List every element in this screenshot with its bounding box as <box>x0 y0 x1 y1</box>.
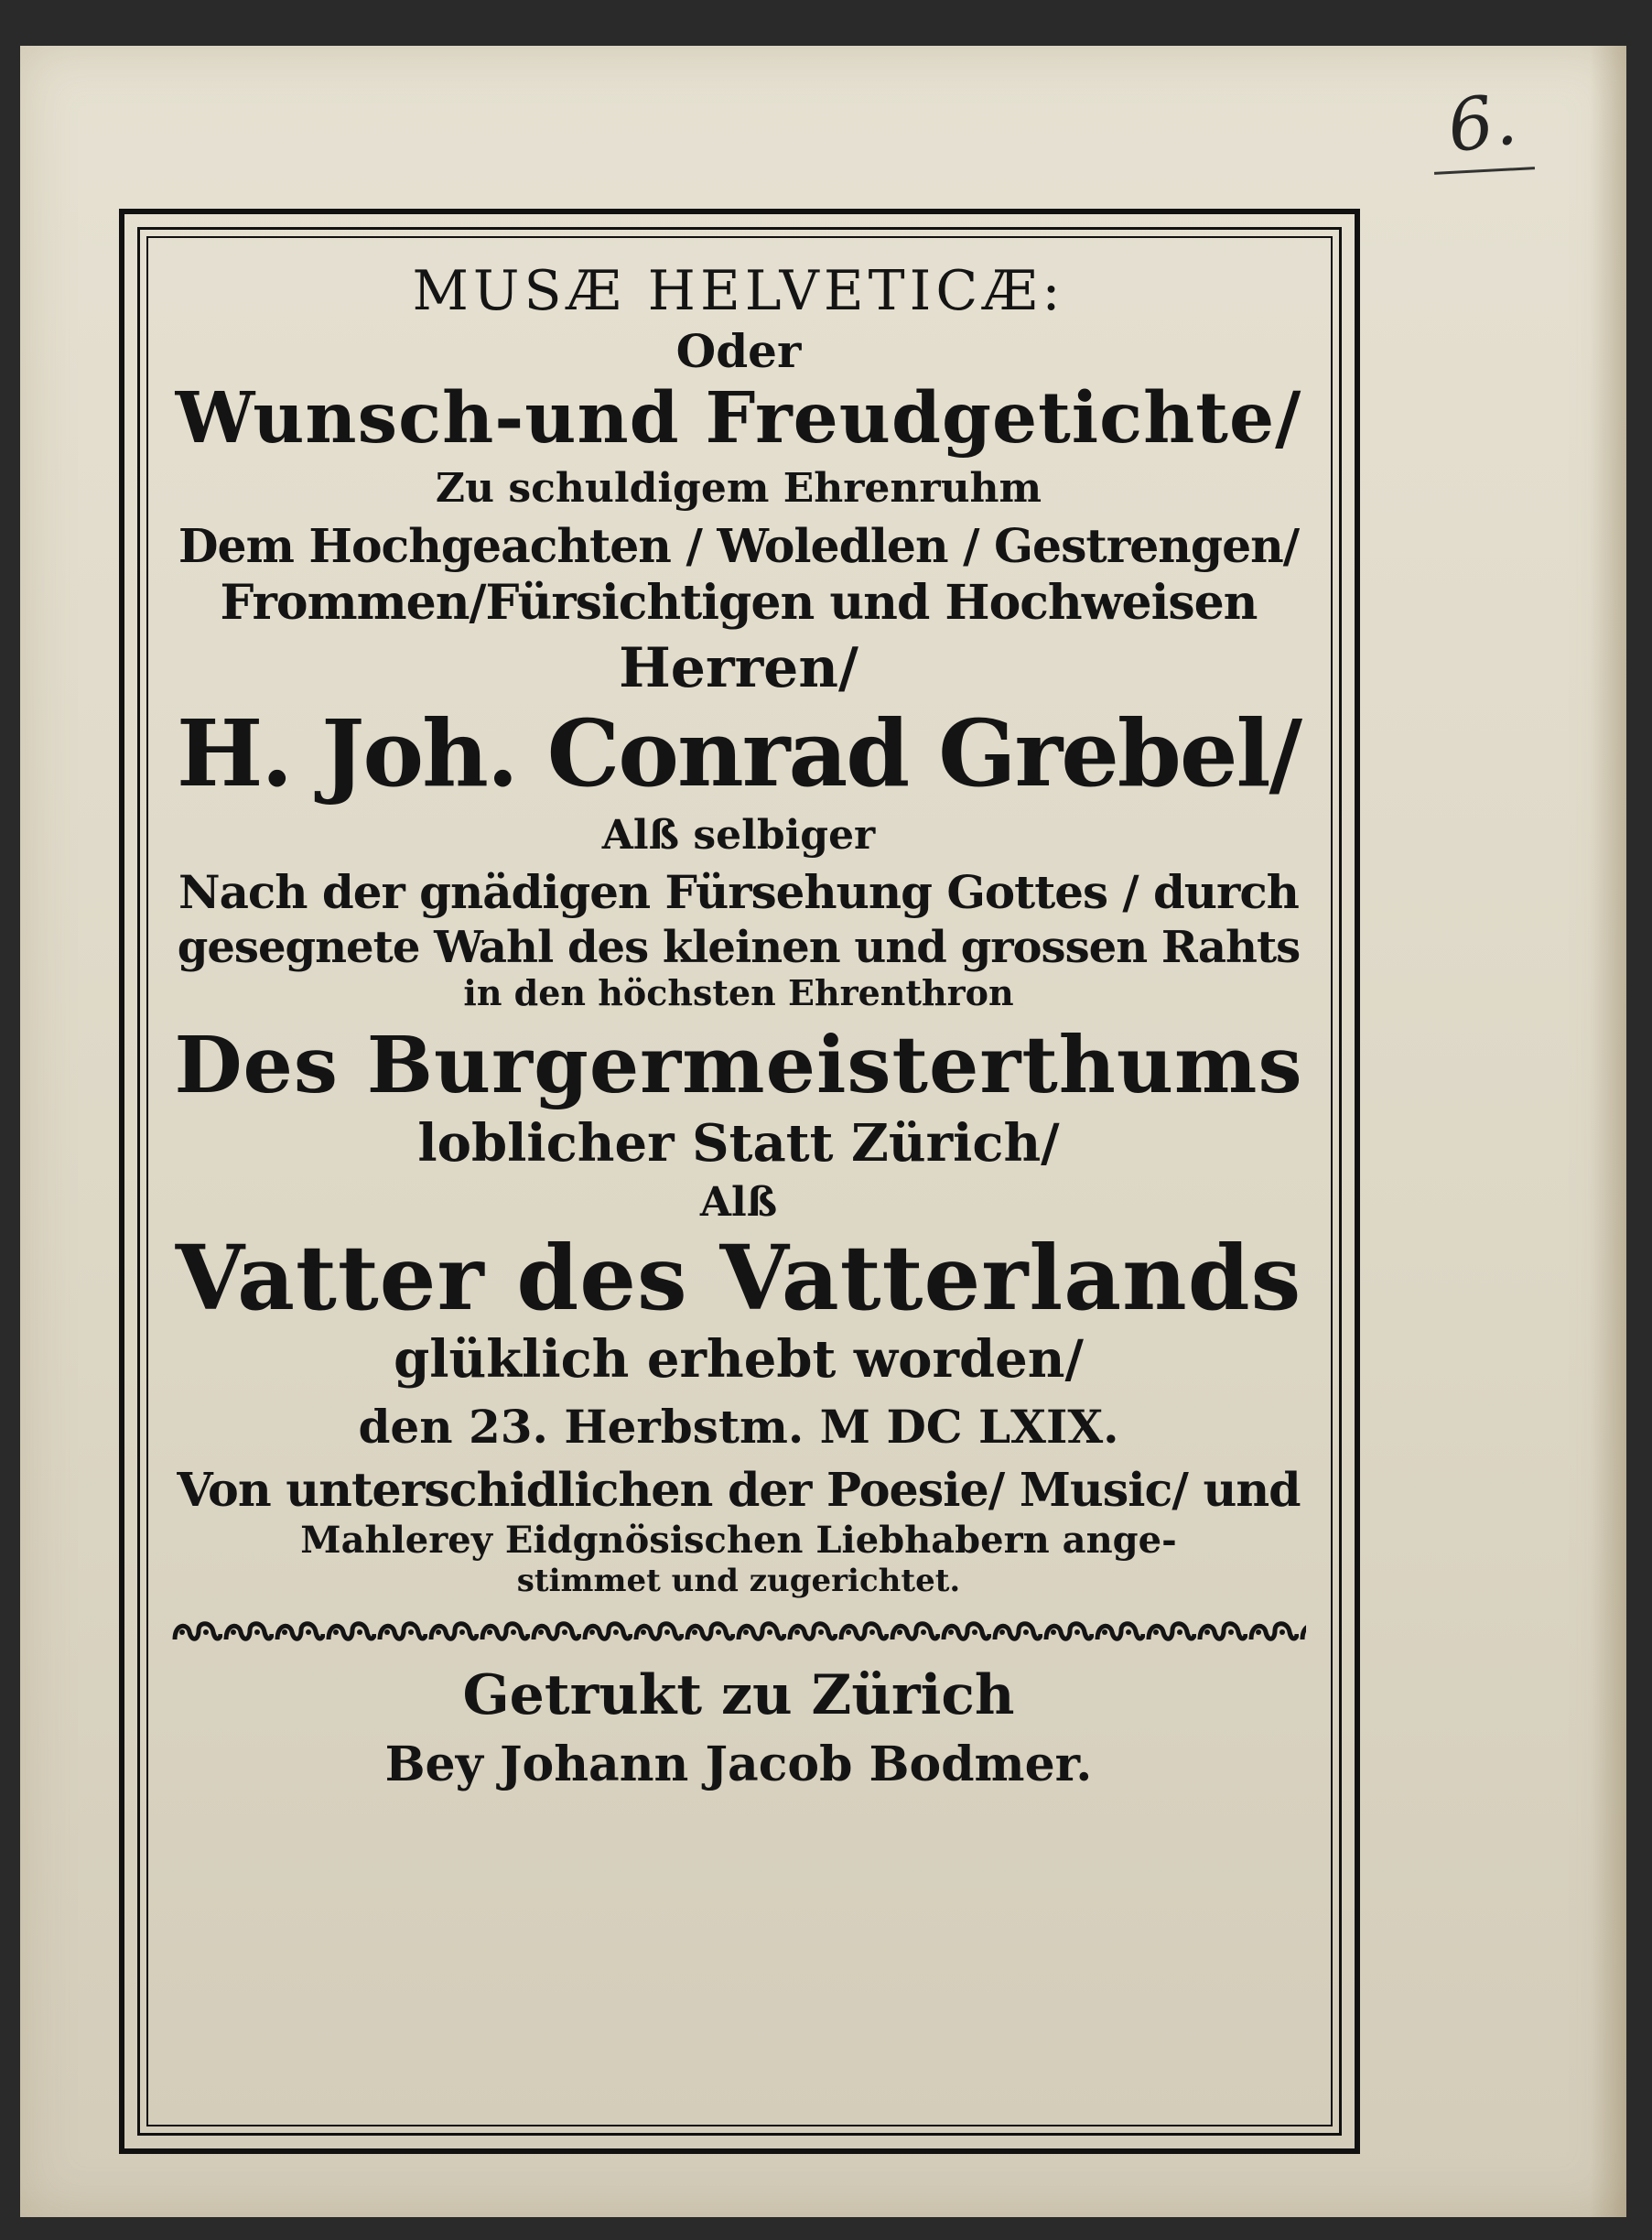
authors-line-3: stimmet und zugerichtet. <box>516 1562 961 1599</box>
occasion-line-4: in den höchsten Ehrenthron <box>463 971 1014 1013</box>
authors-line-1: Von unterschidlichen der Poesie/ Music/ und <box>177 1461 1301 1517</box>
imprint-line-2: Bey Johann Jacob Bodmer. <box>384 1737 1093 1793</box>
folio-number: 6. <box>1442 78 1522 169</box>
honorifics-line-1: Dem Hochgeachten / Woledlen / Gestrengen/ <box>178 519 1300 574</box>
title-connector: Oder <box>675 323 802 378</box>
occasion-line-3: gesegnete Wahl des kleinen und grossen Rahts <box>177 921 1301 973</box>
book-page <box>20 46 1626 2217</box>
main-title: Wunsch-und Freudgetichte/ <box>175 375 1302 460</box>
als-line: Alß <box>699 1178 778 1226</box>
title-page-text <box>167 243 1311 1791</box>
dedication-line: Zu schuldigem Ehrenruhm <box>435 465 1042 513</box>
occasion-line-2: Nach der gnädigen Fürsehung Gottes / durch <box>178 864 1299 919</box>
elevated-line: glüklich erhebt worden/ <box>394 1329 1084 1391</box>
imprint-line-1: Getrukt zu Zürich <box>462 1662 1015 1727</box>
herren-line: Herren/ <box>619 635 858 700</box>
vatter-title: Vatter des Vatterlands <box>175 1226 1302 1331</box>
page-edge-shadow <box>1590 46 1626 2217</box>
occasion-line-1: Alß selbiger <box>601 812 876 860</box>
dedicatee-name: H. Joh. Conrad Grebel/ <box>176 699 1301 808</box>
latin-title: MUSÆ HELVETICÆ: <box>412 259 1065 323</box>
city-line: loblicher Statt Zürich/ <box>417 1112 1060 1174</box>
office-title: Des Burgermeisterthums <box>174 1019 1303 1111</box>
date-line: den 23. Herbstm. M DC LXIX. <box>358 1399 1119 1454</box>
honorifics-line-2: Frommen/Fürsichtigen und Hochweisen <box>220 575 1258 632</box>
authors-line-2: Mahlerey Eidgnösischen Liebhabern ange- <box>300 1519 1177 1563</box>
folio-underline <box>1434 167 1535 175</box>
ornamental-rule <box>171 1616 1306 1647</box>
